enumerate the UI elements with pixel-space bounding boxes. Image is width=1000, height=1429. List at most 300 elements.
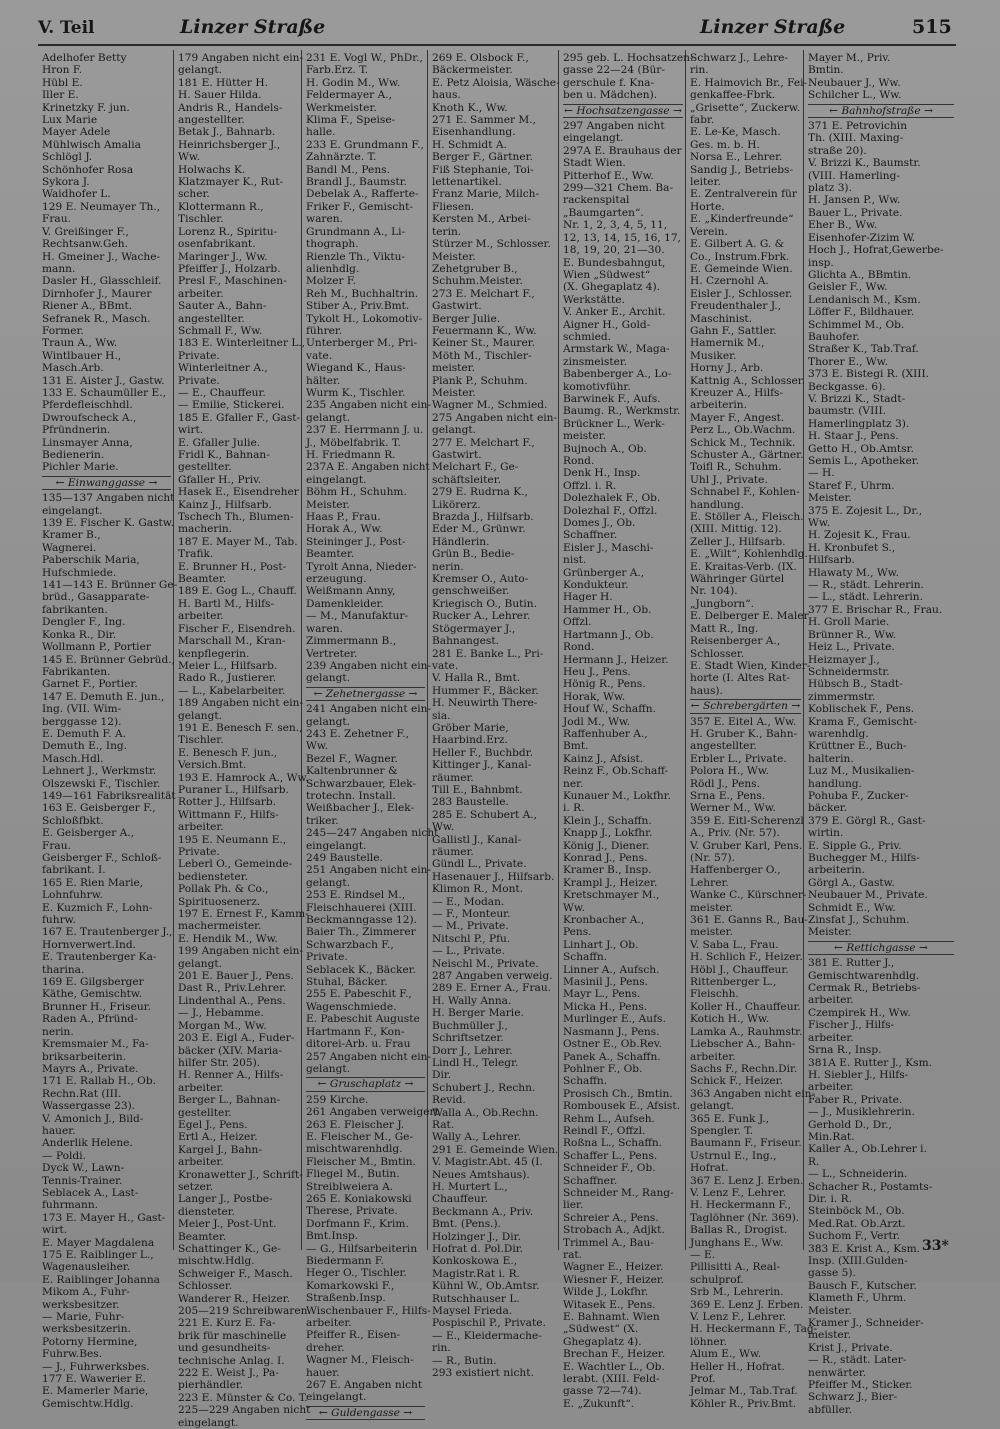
directory-entry: — R., städt. Lehrerin. [808,579,924,592]
directory-entry: Vertreter. [306,647,358,660]
directory-entry: V. Saba L., Frau. [690,938,779,951]
directory-entry: Kreuzer A., Hilfs- [690,386,784,399]
directory-entry: Horak, Ww. [563,690,626,703]
directory-entry: eingelangt. [306,1391,367,1404]
directory-entry: Biedermann F. [306,1255,384,1267]
directory-entry: i. R. [563,802,585,815]
directory-entry: J., Möbelfabrik. T. [306,436,401,449]
directory-entry: E. Petz Aloisia, Wäsche- [432,76,560,89]
directory-entry: räumer. [432,846,474,858]
directory-entry: Fischer F., Eisendreh. [178,622,296,635]
directory-entry: Kriegisch O., Butin. [432,597,537,610]
directory-entry: Ges. m. b. H. [690,138,760,151]
directory-entry: Hufschmiede. [42,566,117,579]
directory-entry: Schaffn. [563,951,608,964]
directory-entry: Rechtsanw.Geh. [42,238,128,251]
directory-entry: Währinger Gürtel [690,573,785,586]
directory-entry: 167 E. Trautenberger J., [42,926,173,939]
directory-entry: Sykora J. [42,176,90,189]
directory-entry: Schattinger K., Ge- [178,1243,281,1255]
directory-entry: Seblacek K., Bäcker. [306,963,417,976]
cross-street-divider: ← Gruschaplatz → [306,1077,425,1091]
directory-entry: Krama F., Gemischt- [808,715,918,728]
directory-entry: — H. [808,467,835,480]
directory-entry: Damenkleider. [306,597,384,610]
directory-entry: Ing. (VII. Wim- [42,703,122,716]
directory-entry: E. Kuzmich F., Lohn- [42,901,153,914]
directory-entry: Heizmayer J., [808,653,880,666]
directory-entry: Heu J., Pens. [563,665,631,678]
directory-entry: Bmt.Insp. [306,1230,359,1243]
directory-entry: setzer. [178,1180,214,1193]
directory-entry: eingelangt. [42,504,103,517]
directory-entry: Gastwirt. [432,449,482,461]
directory-entry: kenpflegerin. [178,647,250,660]
directory-entry: Meister. [432,250,476,263]
directory-entry: E. Brunner H., Post- [178,560,287,573]
directory-entry: Suchom F., Vertr. [808,1230,900,1243]
directory-entry: mischtwarenhdlg. [306,1143,403,1156]
directory-entry: (Nr. 57). [690,852,736,864]
directory-entry: Rado R., Justierer. [178,672,277,685]
directory-entry: Linner A., Aufsch. [563,963,660,976]
directory-entry: Pfründnerin. [42,424,111,437]
directory-entry: Gastwirt. [432,300,482,313]
directory-entry: 297 Angaben nicht [563,120,665,133]
directory-entry: Witasek E., Pens. [563,1298,656,1311]
directory-entry: scher. [178,188,210,201]
directory-entry: Schick M., Technik. [690,436,796,449]
directory-entry: Gündl L., Private. [432,858,527,871]
directory-entry: Grünberger A., [563,566,645,579]
directory-entry: Pfeiffer R., Eisen- [306,1329,401,1342]
directory-entry: Kramer J., Schneider- [808,1317,924,1330]
directory-entry: Kersten M., Arbei- [432,213,531,226]
directory-entry: Klottermann R., [178,200,264,213]
directory-entry: nenwärter. [808,1366,867,1379]
directory-entry: H. Gruber K., Bahn- [690,727,798,740]
directory-entry: meister. [690,901,733,914]
directory-entry: 291 E. Gemeinde Wien. [432,1143,559,1156]
directory-entry: rat. [563,1249,583,1261]
directory-entry: Bauhofer. [808,330,860,343]
directory-entry: Krinetzky F. jun. [42,101,130,114]
directory-entry: Eher B., Ww. [808,219,878,232]
directory-entry: Srna E., Pens. [690,789,766,802]
directory-entry: H. Czernohl A. [690,275,769,288]
directory-entry: Horny J., Arb. [690,362,764,375]
directory-entry: Reh M., Buchhaltrin. [306,287,419,300]
directory-entry: Reindl F., Offzl. [563,1124,646,1137]
directory-entry: Linhart J., Ob. [563,938,639,951]
directory-entry: Klimon R., Mont. [432,883,524,896]
directory-entry: Gemischtwarenhdlg. [808,969,920,982]
directory-entry: Offzl. i. R. [563,479,617,492]
directory-entry: E. Haimovich Br., Fei- [690,76,808,89]
directory-entry: arbeiter. [178,821,224,834]
directory-entry: Bmt. (Pens.). [432,1218,502,1231]
directory-entry: Private. [178,349,220,362]
directory-entry: Faber R., Private. [808,1093,903,1106]
directory-entry: Feuermann K., Ww. [432,324,537,337]
directory-entry: E. Demuth F. A. [42,727,126,740]
directory-entry: technische Anlag. I. [178,1354,285,1367]
directory-entry: — E., Chauffeur. [178,386,266,399]
directory-entry: Bäckermeister. [432,64,513,77]
directory-entry: (X. Ghegaplatz 4). [563,281,660,294]
directory-entry: Farb.Erz. T. [306,64,369,77]
directory-entry: Stürzer M., Schlosser. [432,238,551,251]
directory-entry: Franz Marie, Milch- [432,188,540,201]
directory-entry: osenfabrikant. [178,238,256,251]
directory-entry: angestellter. [690,740,757,753]
directory-entry: Meister. [808,926,852,939]
directory-entry: V. Brizzi K., Stadt- [808,392,906,405]
directory-entry: E. Kraitas-Verb. (IX. [690,560,797,573]
directory-entry: — F., Monteur. [432,908,511,921]
directory-entry: Zinsfat J., Schuhm. [808,914,910,927]
directory-entry: Taglöhner (Nr. 369). [690,1211,800,1224]
directory-entry: Geisler F., Ww. [808,281,888,294]
directory-entry: Hermann J., Heizer. [563,653,669,666]
directory-entry: 197 E. Ernest F., Kamm- [178,908,309,921]
directory-entry: Tykolt H., Lokomotiv- [306,312,423,325]
directory-entry: — M., Private. [432,920,509,933]
directory-entry: Demuth E., Ing. [42,740,128,753]
directory-entry: Fleischhauerei (XIII. [306,901,417,914]
directory-entry: Melchart F., Ge- [432,461,519,474]
directory-entry: 257 Angaben nicht ein- [306,1050,432,1063]
directory-entry: 273 E. Melchart F., [432,287,535,300]
directory-entry: Murlinger E., Aufs. [563,1013,666,1026]
directory-entry: Garnet F., Portier. [42,678,138,691]
directory-entry: Beamter. [178,1230,227,1243]
directory-entry: Hornverwert.Ind. [42,938,137,951]
directory-entry: Tennis-Trainer. [42,1174,123,1187]
directory-column [428,50,560,1380]
directory-entry: 147 E. Demuth E. jun., [42,690,165,703]
directory-entry: H. Heckermann F., Tag- [690,1323,818,1336]
directory-entry: Kaltenbrunner & [306,765,398,778]
directory-entry: Dengler F., Ing. [42,616,126,629]
directory-entry: — J., Musiklehrerin. [808,1106,915,1119]
directory-entry: 293 existiert nicht. [432,1367,534,1380]
directory-entry: V. Anker E., Archit. [563,306,666,319]
directory-entry: 189 E. Gog L., Chauff. [178,585,297,598]
directory-entry: Schuster A., Gärtner. [690,449,804,461]
directory-entry: Zimmermann B., [306,635,397,648]
directory-entry: Knapp J., Lokfhr. [563,827,653,840]
directory-entry: Iller E. [42,89,79,102]
directory-entry: — L., Kabelarbeiter. [178,684,286,697]
directory-entry: 249 Baustelle. [306,852,383,864]
directory-entry: Bedienerin. [42,449,105,461]
directory-entry: E. Geisberger A., [42,827,135,840]
directory-entry: arbeiterin. [690,399,747,412]
directory-entry: gerschule f. Kna- [563,76,655,89]
directory-entry: gelangt. [690,1100,734,1113]
directory-entry: Wanke C., Kürschner- [690,889,807,902]
directory-entry: Babenberger A., Lo- [563,368,672,381]
directory-entry: Schneider F., Ob. [563,1162,656,1175]
directory-entry: Wilde J., Lokfhr. [563,1286,649,1299]
directory-entry: Stögermayer J., [432,622,516,635]
directory-entry: Former. [42,324,84,337]
directory-entry: genschweißer. [432,585,510,598]
directory-entry: Gemischtw.Hdlg. [42,1397,134,1410]
directory-entry: gasse 72—74). [563,1385,642,1398]
directory-entry: Kremsmaier M., Fa- [42,1038,149,1051]
directory-entry: Private. [178,846,220,858]
directory-entry: Mayr L., Pens. [563,988,641,1001]
directory-entry: — Marie, Fuhr- [42,1311,125,1324]
directory-entry: Kattnig A., Schlosser. [690,374,806,387]
directory-entry: V. Greißinger F., [42,225,129,238]
directory-entry: — L., Schneiderin. [808,1168,908,1181]
directory-entry: Koller H., Chauffeur. [690,1000,801,1013]
directory-entry: — M., Manufaktur- [306,610,409,623]
directory-entry: Rotter J., Hilfsarb. [178,796,276,809]
directory-entry: Wagner E., Heizer. [563,1261,664,1274]
directory-entry: H. Kronbufet S., [808,541,896,554]
directory-entry: Eisenhandlung. [432,126,516,139]
directory-entry: abfüller. [808,1403,853,1416]
directory-entry: Dorr J., Lehrer. [432,1044,513,1057]
directory-entry: Leberl O., Gemeinde- [178,858,293,871]
directory-entry: Molzer F. [306,275,356,288]
directory-entry: eingelangt. [306,473,367,486]
directory-entry: Buchmüller J., [432,1019,508,1032]
directory-entry: Kronbacher A., [563,914,645,927]
directory-entry: 371 E. Petrovichin [808,120,908,133]
directory-entry: gelangt. [306,411,350,424]
directory-entry: Sauter A., Bahn- [178,300,267,313]
directory-entry: vate. [306,349,333,362]
directory-entry: 283 Baustelle. [432,796,509,809]
directory-entry: Bmt. [563,740,589,753]
directory-entry: Händlerin. [432,535,490,548]
directory-entry: warenhdlg. [808,727,869,740]
directory-entry: 289 E. Erner A., Frau. [432,982,552,995]
directory-entry: Fleischh. [690,988,739,1001]
signature-mark: 33* [922,1238,949,1254]
directory-entry: Hummer F., Bäcker. [432,684,539,697]
directory-entry: E. Wachtler L., Ob. [563,1360,665,1373]
directory-entry: Meier L., Hilfsarb. [178,659,278,672]
directory-entry: Rond. [563,455,595,467]
directory-entry: E. „Wilt“, Kohlenhdlg. [690,548,808,561]
directory-entry: Schriftsetzer. [432,1032,504,1045]
directory-entry: Schloßfbkt. [42,814,104,827]
directory-entry: triker. [306,814,339,827]
directory-entry: wirtin. [808,827,844,840]
directory-entry: Bezel F., Wagner. [306,752,398,765]
directory-entry: 191 E. Benesch F. sen., [178,721,303,734]
directory-entry: 361 E. Ganns R., Bau- [690,914,808,927]
directory-entry: haus). [690,684,723,697]
directory-entry: Wanderer R., Heizer. [178,1292,291,1305]
directory-entry: Möth M., Tischler- [432,349,532,362]
directory-entry: Lehrer. [690,876,729,889]
directory-entry: Armstark W., Maga- [563,343,670,356]
directory-entry: Matt R., Ing. [690,622,759,635]
directory-entry: — R., Butin. [432,1354,497,1367]
directory-entry: Dyck W., Lawn- [42,1162,125,1175]
directory-entry: Fridl K., Bahnan- [178,449,270,461]
directory-entry: Wagner M., Schmied. [432,399,548,412]
directory-entry: V. Amonich J., Bild- [42,1112,144,1125]
directory-entry: H. Friedmann R. [306,449,396,461]
directory-entry: Unterberger M., Pri- [306,337,418,350]
directory-entry: Straßenb.Insp. [306,1292,386,1305]
directory-entry: Traun A., Ww. [42,337,118,350]
directory-entry: V. Gruber Karl, Pens. [690,839,803,852]
directory-entry: Schönhofer Rosa [42,163,134,176]
directory-entry: hauer. [306,1366,340,1379]
directory-entry: 173 E. Mayer H., Gast- [42,1211,166,1224]
directory-entry: werksbesitzer. [42,1298,120,1311]
directory-entry: H. Zojesit K., Frau. [808,529,911,542]
directory-entry: V. Lenz F., Lehrer. [690,1311,787,1324]
directory-entry: gelangt. [432,424,476,437]
directory-entry: Tschech Th., Blumen- [178,511,294,524]
directory-entry: ner. [563,777,584,790]
directory-entry: H. Wally Anna. [432,994,512,1007]
directory-entry: E. Hendik M., Ww. [178,932,278,945]
directory-entry: Sefranek R., Masch. [42,312,151,325]
directory-entry: Glichta A., BBmtin. [808,268,912,281]
directory-entry: Hofrat d. Pol.Dir. [432,1243,524,1255]
directory-entry: Hartmann F., Kon- [306,1025,405,1038]
directory-entry: E. „Kinderfreunde“ [690,213,794,226]
directory-entry: arbeiter. [808,994,854,1007]
directory-entry: H. Godin M., Ww. [306,76,401,89]
directory-entry: „Südwest“ (X. [563,1323,639,1336]
directory-entry: Bauer L., Private. [808,206,903,219]
directory-entry: Lindenthal A., Pens. [178,994,286,1007]
directory-entry: Baier Th., Zimmerer [306,926,416,939]
directory-entry: Höbl J., Chauffeur. [690,963,789,976]
directory-entry: 201 E. Bauer J., Pens. [178,970,294,983]
directory-entry: 363 Angaben nicht ein- [690,1087,816,1100]
directory-entry: Srna R., Insp. [808,1044,882,1057]
directory-entry: E. Zentralverein für [690,188,797,201]
directory-entry: angestellter. [178,312,245,325]
directory-entry: 379 E. Görgl R., Gast- [808,814,926,827]
directory-entry: Klatzmayer K., Rut- [178,176,284,189]
directory-entry: Kretschmayer M., [563,889,660,902]
directory-entry: Meister. [306,498,350,511]
directory-entry: Revid. [432,1094,466,1107]
directory-entry: H. Groll Marie. [808,616,890,629]
directory-entry: Kremser O., Auto- [432,573,529,586]
directory-entry: Denk H., Insp. [563,467,641,480]
directory-entry: Rat. [432,1118,455,1131]
directory-entry: gasse 5). [808,1267,856,1280]
directory-entry: Baumann F., Friseur. [690,1137,802,1150]
directory-entry: zimmermstr. [808,690,876,703]
directory-entry: 237A E. Angaben nicht [306,461,430,474]
directory-entry: Bandl M., Pens. [306,163,390,176]
directory-entry: Berger F., Gärtner. [432,151,533,164]
directory-entry: Werkmeister. [306,101,377,114]
directory-entry: E. Raiblinger Johanna [42,1273,160,1286]
directory-entry: Wittmann F., Hilfs- [178,808,279,821]
directory-entry: 279 E. Rudrna K., [432,486,528,499]
directory-entry: wirt. [42,1224,68,1237]
directory-column [686,50,818,1410]
directory-entry: Stuhal, Bäcker. [306,976,388,989]
directory-entry: 163 E. Geisberger F., [42,802,156,815]
directory-entry: 375 E. Zojesit L., Dr., [808,504,923,517]
directory-entry: 295 geb. L. Hochsatzen- [563,52,694,64]
directory-entry: Chauffeur. [432,1193,488,1206]
directory-entry: — L., Private. [432,945,505,958]
directory-entry: Köhler R., Priv.Bmt. [690,1397,797,1410]
directory-entry: V. Brizzi K., Baumstr. [808,157,921,170]
directory-entry: Schwarz J., Bier- [808,1391,898,1404]
directory-entry: 373 E. Bistegi R. (XIII. [808,368,930,381]
directory-entry: 222 E. Weist J., Pa- [178,1367,279,1380]
directory-entry: Wagenausleiher. [42,1261,131,1274]
directory-entry: H. Jansen P., Ww. [808,194,901,207]
directory-entry: Koblischek F., Pens. [808,703,915,716]
directory-entry: arbeiter. [178,1156,224,1169]
directory-entry: Dwroufscheck A., [42,411,137,424]
directory-entry: E. Stadt Wien, Kinder- [690,659,811,672]
directory-entry: Steinböck M., Ob. [808,1205,905,1218]
directory-entry: Pospischil P., Private. [432,1317,546,1330]
directory-entry: Tyrolt Anna, Nieder- [306,560,417,573]
directory-entry: Hofrat. [690,1162,729,1175]
directory-column [174,50,311,1429]
directory-entry: E. Gemeinde Wien. [690,262,793,275]
directory-entry: Rienzle Th., Viktu- [306,250,405,263]
directory-entry: Mayrs A., Private. [42,1062,139,1075]
directory-entry: Haffenberger O., [690,864,781,877]
directory-entry: Dolezhalek F., Ob. [563,492,661,505]
directory-entry: Lindl H., Telegr. [432,1056,519,1069]
directory-entry: Micka H., Pens. [563,1000,648,1013]
directory-entry: arbeiter. [178,287,224,300]
directory-entry: gelangt. [306,1062,350,1075]
directory-entry: 255 E. Pabeschit F., [306,988,412,1001]
directory-entry: Rödl J., Pens. [690,777,760,790]
directory-entry: Liebscher A., Bahn- [690,1038,796,1051]
directory-entry: Reinz F., Ob.Schaff- [563,765,669,778]
directory-entry: 181 E. Hütter H. [178,76,268,89]
directory-entry: Holzinger J., Dir. [432,1230,521,1243]
directory-entry: Trimmel A., Bau- [563,1236,654,1249]
directory-entry: — J., Hebamme. [178,1007,264,1020]
directory-entry: 381A E. Rutter J., Ksm. [808,1056,933,1069]
directory-entry: Nitschl P., Pfu. [432,932,511,945]
directory-entry: Wollmann P., Portier [42,641,151,654]
directory-entry: — G., Hilfsarbeiterin [306,1242,418,1255]
directory-entry: 377 E. Brischar R., Frau. [808,603,943,616]
directory-entry: meister. [563,430,606,443]
directory-entry: baumstr. (VIII. [808,405,886,418]
directory-entry: eingelangt. [563,132,624,145]
directory-entry: Stiber A., Priv.Bmt. [306,300,410,313]
directory-entry: eingelangt. [178,1416,239,1429]
directory-entry: Beckgasse. 6). [808,380,886,393]
directory-entry: Rombousek E., Afsist. [563,1100,680,1113]
directory-entry: 175 E. Raiblinger L., [42,1249,154,1261]
directory-entry: handlung. [808,777,862,790]
directory-entry: E. Mamerler Marie, [42,1385,149,1398]
cross-street-divider: ← Zehetnergasse → [306,687,425,701]
